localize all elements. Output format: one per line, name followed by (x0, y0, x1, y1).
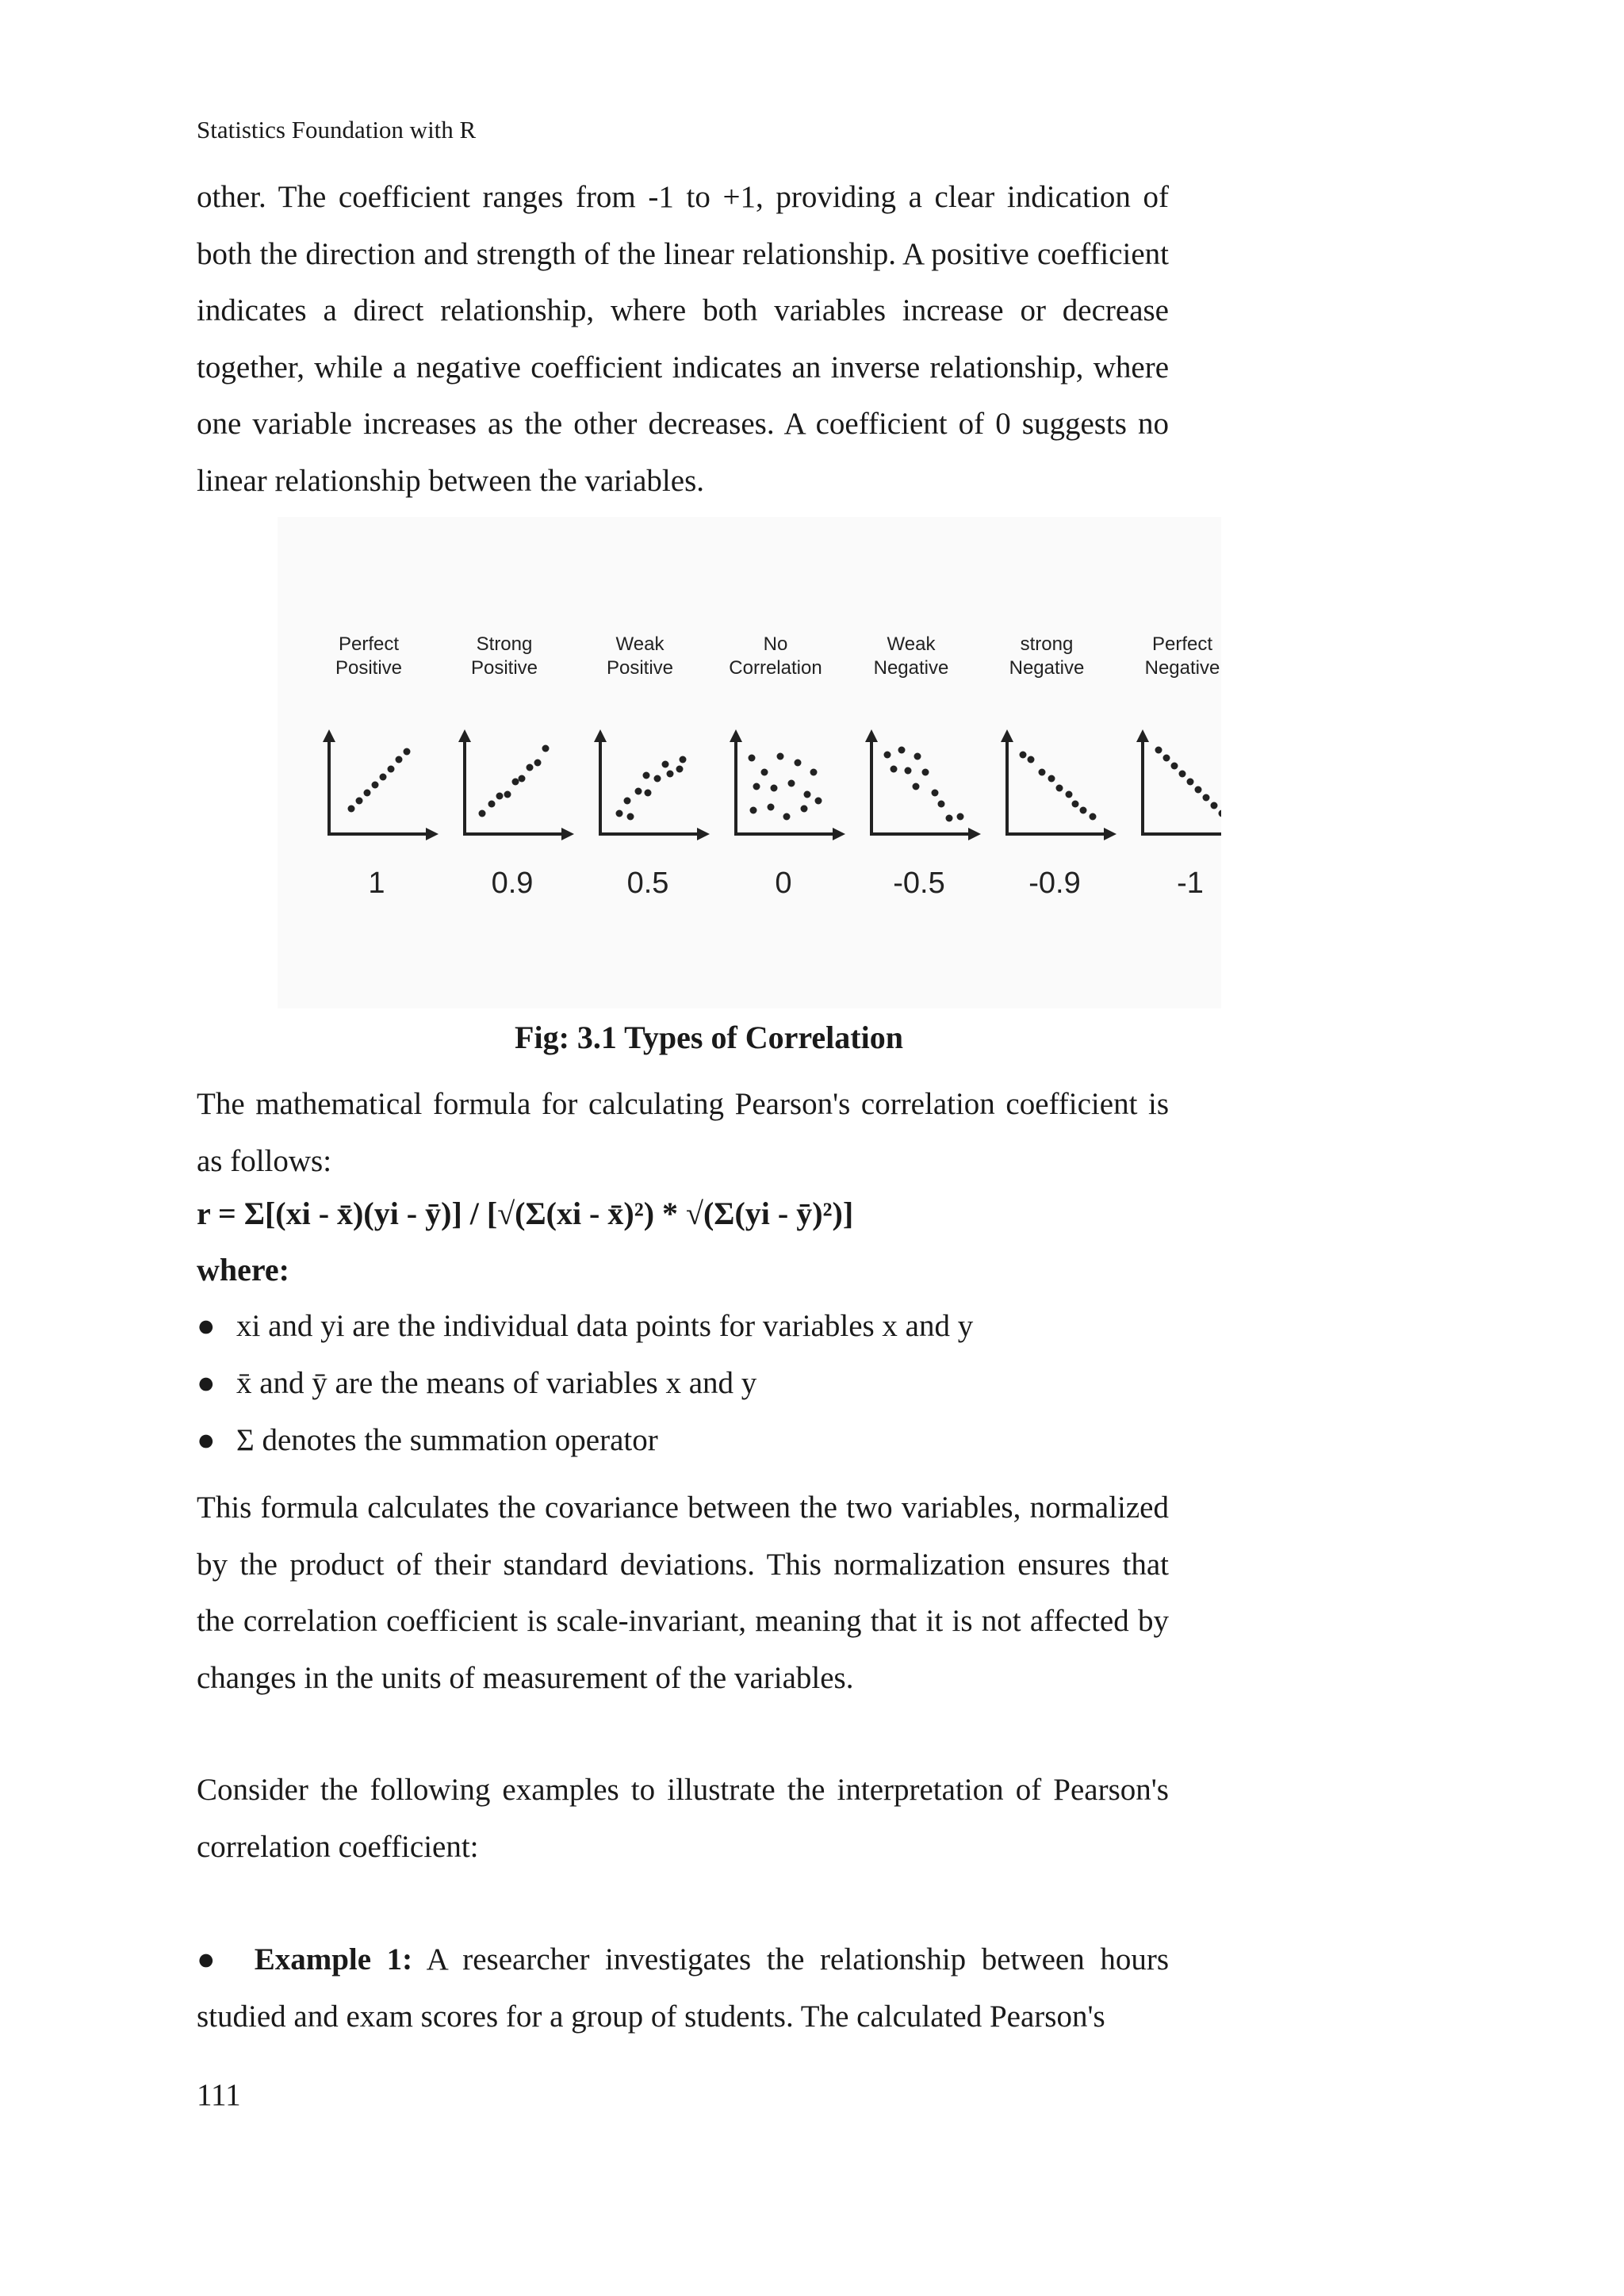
scatter-point (783, 813, 791, 821)
scatter-point (662, 761, 669, 768)
scatter-point (542, 745, 550, 752)
scatter-point (676, 766, 684, 773)
correlation-value: 1 (368, 867, 385, 900)
y-axis-arrow-icon (1001, 729, 1013, 742)
bullet-dot: ● (197, 1423, 216, 1457)
scatter-point (1056, 785, 1063, 792)
scatter-point (1028, 756, 1035, 763)
where-label: where: (197, 1252, 289, 1288)
scatter-point (519, 775, 526, 783)
scatter-point (627, 813, 634, 821)
scatter-point (654, 775, 661, 783)
scatter-point (643, 772, 650, 779)
panel-label-line2: Correlation (729, 657, 822, 679)
x-axis-arrow-icon (697, 828, 710, 840)
bullet-dot: ● (197, 1942, 224, 1976)
panel-label-line2: Positive (335, 657, 403, 679)
scatter-point (645, 790, 652, 797)
correlation-panel (594, 633, 710, 900)
scatter-point (1090, 813, 1097, 821)
correlation-panel (729, 633, 845, 900)
scatter-point (680, 756, 687, 763)
correlation-value: -1 (1177, 867, 1204, 900)
scatter-point (749, 755, 756, 762)
example-1 (197, 1931, 1169, 2045)
x-axis-arrow-icon (561, 828, 574, 840)
panel-label-line2: Positive (470, 657, 538, 679)
scatter-point (388, 766, 395, 773)
correlation-value: 0.5 (626, 867, 669, 900)
correlation-panel (458, 633, 574, 900)
example-1-text: A researcher investigates the relationship between hours studied and exam scores for a group of students. The calculated Pearson's (197, 1942, 1170, 2034)
scatter-point (364, 790, 371, 797)
x-axis-arrow-icon (426, 828, 439, 840)
scatter-point (795, 760, 802, 767)
panel-label-line1: Weak (887, 633, 936, 655)
scatter-point (512, 779, 519, 786)
scatter-point (1195, 786, 1202, 794)
correlation-value: 0 (775, 867, 792, 900)
scatter-point (1072, 801, 1079, 808)
scatter-point (1066, 791, 1073, 798)
panel-label-line1: Strong (476, 633, 533, 655)
scatter-point (761, 769, 768, 776)
scatter-point (372, 782, 379, 789)
bullet-item: ● Σ denotes the summation operator (197, 1423, 658, 1457)
scatter-point (479, 810, 486, 817)
scatter-point (801, 806, 808, 813)
scatter-point (1171, 763, 1178, 770)
correlation-value: 0.9 (491, 867, 534, 900)
scatter-point (938, 801, 945, 808)
correlation-panel (865, 633, 981, 900)
scatter-point (624, 798, 631, 805)
panel-label-line1: Perfect (338, 633, 400, 655)
scatter-point (957, 813, 964, 821)
bullet-dot: ● (197, 1366, 216, 1400)
scatter-point (488, 801, 496, 808)
correlation-figure (278, 517, 1221, 1008)
panel-label-line1: strong (1020, 633, 1074, 655)
x-axis-arrow-icon (833, 828, 845, 840)
scatter-point (1203, 794, 1210, 802)
figure-caption: Fig: 3.1 Types of Correlation (515, 1020, 903, 1055)
scatter-point (810, 769, 818, 776)
scatter-point (922, 769, 929, 776)
explanation-paragraph: This formula calculates the covariance between the two variables, normalized by the product of their standard deviations. This normalization ensures that the correlation coefficient is scale-invariant, meaning that it is not affected by changes in the units of measurement of the variables. (197, 1490, 1169, 1695)
scatter-point (932, 790, 939, 797)
correlation-panel (1001, 633, 1116, 900)
scatter-point (527, 764, 534, 771)
scatter-point (356, 798, 363, 805)
scatter-point (616, 810, 623, 817)
scatter-point (905, 767, 912, 775)
examples-intro: Consider the following examples to illustrate the interpretation of Pearson's correlation coefficient: (197, 1773, 1169, 1864)
scatter-point (534, 760, 542, 767)
scatter-point (884, 752, 891, 759)
scatter-point (771, 785, 778, 792)
panel-label-line2: Negative (873, 657, 949, 679)
scatter-point (404, 748, 411, 756)
correlation-panels (278, 517, 1221, 1008)
scatter-point (396, 756, 403, 763)
scatter-point (891, 766, 898, 773)
scatter-point (804, 791, 811, 798)
example-1-label: Example 1: (254, 1942, 413, 1976)
scatter-point (913, 783, 920, 790)
scatter-point (1163, 755, 1170, 762)
panel-label-line2: Negative (1009, 657, 1085, 679)
page-number: 111 (197, 2078, 241, 2112)
scatter-point (768, 804, 775, 811)
scatter-point (815, 798, 822, 805)
scatter-point (635, 788, 642, 795)
scatter-point (1155, 747, 1162, 754)
bullet-item: ● xi and yi are the individual data points for variables x and y (197, 1309, 974, 1343)
scatter-point (667, 771, 674, 778)
panel-label-line2: Positive (606, 657, 674, 679)
panel-label-line2: Negative (1144, 657, 1220, 679)
y-axis-arrow-icon (323, 729, 335, 742)
y-axis-arrow-icon (594, 729, 607, 742)
scatter-point (1039, 769, 1046, 776)
correlation-value: -0.5 (893, 867, 945, 900)
scatter-point (504, 791, 511, 798)
y-axis-arrow-icon (865, 729, 878, 742)
panel-axes (329, 737, 431, 834)
y-axis-arrow-icon (1136, 729, 1149, 742)
scatter-point (750, 807, 757, 814)
y-axis-arrow-icon (730, 729, 742, 742)
pearson-formula: r = Σ[(xi - x̄)(yi - ȳ)] / [√(Σ(xi - x̄)²) * √(Σ(yi - ȳ)²)] (197, 1196, 854, 1231)
panel-axes (600, 737, 702, 834)
scatter-point (496, 793, 504, 800)
scatter-point (1187, 779, 1194, 786)
bullet-item: ● x̄ and ȳ are the means of variables x and y (197, 1366, 757, 1400)
scatter-point (788, 780, 795, 787)
running-header: Statistics Foundation with R (197, 116, 477, 144)
scatter-point (1211, 802, 1218, 809)
correlation-panel (323, 633, 439, 900)
intro-paragraph: other. The coefficient ranges from -1 to +1, providing a clear indication of both the direction and strength of the linear relationship. A positive coefficient indicates a direct relationship, where both variables increase or decrease together, while a negative coefficient indicates an inverse relationship, where one variable increases as the other decreases. A coefficient of 0 suggests no linear relationship between the variables. (197, 180, 1169, 498)
scatter-point (946, 815, 953, 822)
panel-axes (1143, 737, 1221, 834)
x-axis-arrow-icon (968, 828, 981, 840)
correlation-value: -0.9 (1028, 867, 1081, 900)
scatter-point (753, 783, 760, 790)
scatter-point (914, 753, 921, 760)
scatter-point (348, 806, 355, 813)
scatter-point (898, 747, 906, 754)
scatter-point (1020, 752, 1027, 759)
scatter-point (1179, 771, 1186, 778)
scatter-point (1080, 807, 1087, 814)
correlation-panel (1136, 633, 1221, 900)
formula-intro: The mathematical formula for calculating Pearson's correlation coefficient is as follows: (197, 1087, 1169, 1178)
scatter-point (1219, 810, 1222, 817)
scatter-point (777, 753, 784, 760)
panel-label-line1: Perfect (1151, 633, 1213, 655)
bullet-dot: ● (197, 1309, 216, 1343)
scatter-point (1048, 775, 1055, 783)
x-axis-arrow-icon (1104, 828, 1116, 840)
panel-axes (465, 737, 566, 834)
panel-label-line1: No (763, 633, 788, 655)
panel-label-line1: Weak (615, 633, 665, 655)
y-axis-arrow-icon (458, 729, 471, 742)
scatter-point (380, 774, 387, 781)
